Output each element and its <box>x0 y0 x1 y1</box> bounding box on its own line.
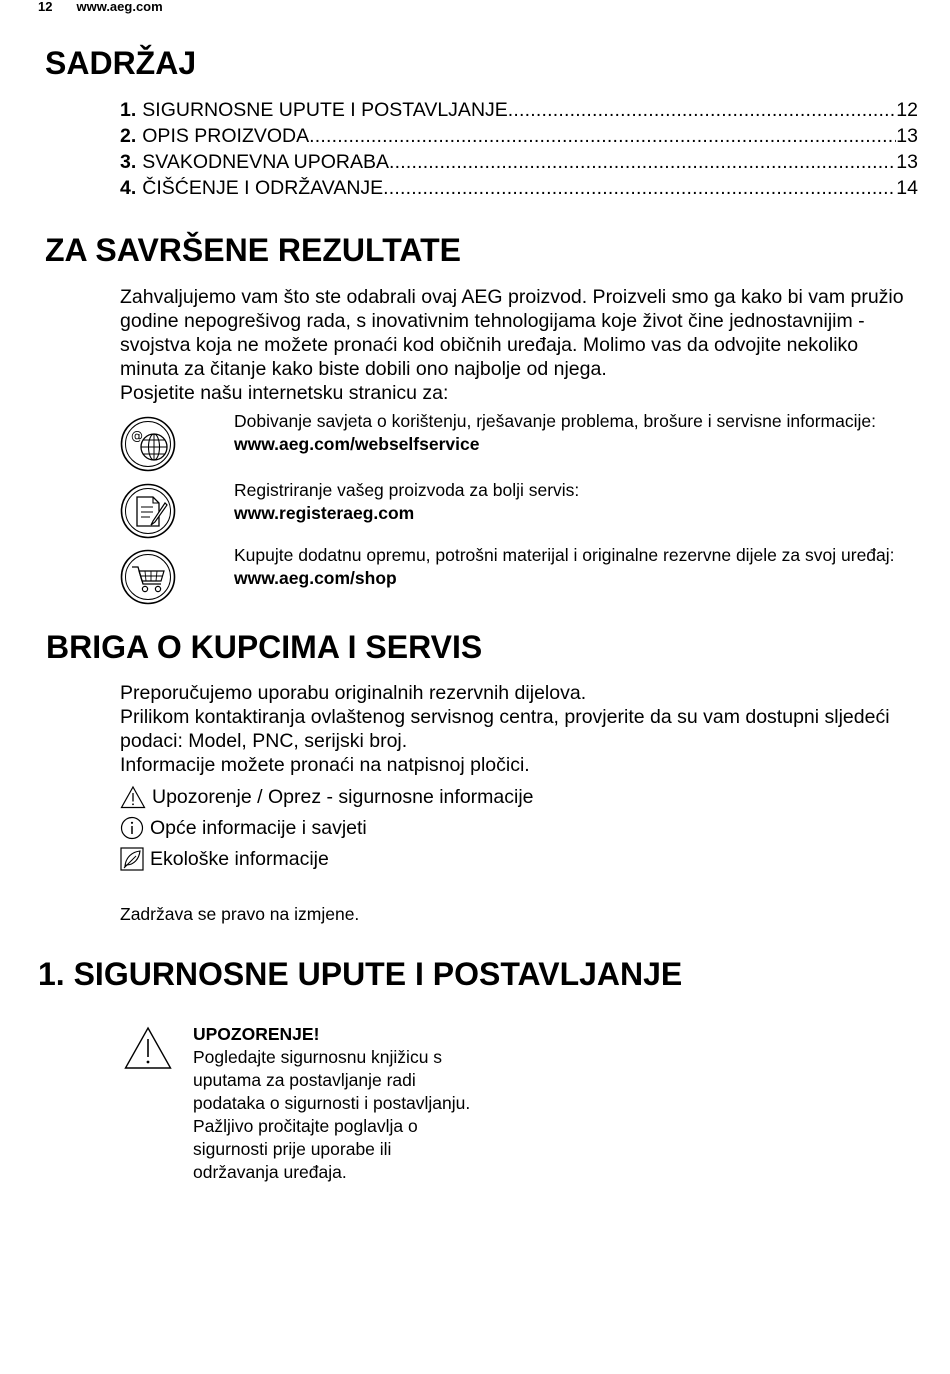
toc-item-label: SIGURNOSNE UPUTE I POSTAVLJANJE <box>142 99 508 121</box>
toc-item-number: 3. <box>120 151 137 173</box>
results-title: ZA SAVRŠENE REZULTATE <box>45 232 461 268</box>
toc-item-page: 14 <box>896 177 918 199</box>
link-description: Kupujte dodatnu opremu, potrošni materijal i originalne rezervne dijele za svoj uređaj: <box>234 545 895 565</box>
visit-text: Posjetite našu internetsku stranicu za: <box>120 382 449 404</box>
care-line-2: Prilikom kontaktiranja ovlaštenog servisnog centra, provjerite da su vam dostupni sljedeći podaci: Model, PNC, serijski broj. <box>120 706 890 752</box>
link-block-webselfservice <box>234 410 914 456</box>
care-text <box>120 681 920 777</box>
toc-leader-dots <box>383 175 896 201</box>
page-header <box>38 0 163 14</box>
warning-title: UPOZORENJE! <box>193 1024 320 1044</box>
table-of-contents <box>120 97 918 201</box>
toc-leader-dots <box>309 123 896 149</box>
toc-leader-dots <box>508 97 897 123</box>
svg-text:@: @ <box>131 429 143 443</box>
toc-item-page: 13 <box>896 125 918 147</box>
toc-item[interactable] <box>120 123 918 149</box>
care-line-1: Preporučujemo uporabu originalnih rezervnih dijelova. <box>120 682 587 704</box>
register-link[interactable]: www.registeraeg.com <box>234 503 415 523</box>
globe-at-icon <box>120 416 176 472</box>
legend-warning-label: Upozorenje / Oprez - sigurnosne informacije <box>152 786 534 808</box>
toc-leader-dots <box>389 149 896 175</box>
results-intro <box>120 285 920 405</box>
care-line-3: Informacije možete pronaći na natpisnoj pločici. <box>120 754 530 776</box>
toc-item-page: 12 <box>896 99 918 121</box>
registration-form-icon <box>120 483 176 539</box>
toc-item[interactable] <box>120 149 918 175</box>
eco-leaf-icon <box>120 847 144 871</box>
webselfservice-link[interactable]: www.aeg.com/webselfservice <box>234 434 480 454</box>
toc-item[interactable] <box>120 97 918 123</box>
toc-item[interactable] <box>120 175 918 201</box>
warning-triangle-icon <box>120 785 146 809</box>
toc-item-number: 2. <box>120 125 137 147</box>
warning-text: Pogledajte sigurnosnu knjižicu s uputama za postavljanje radi podataka o sigurnosti i postavljanju. Pažljivo pročitajte poglavlja o sigurnosti prije uporabe ili održavanja uređaja. <box>193 1047 471 1182</box>
toc-item-label: SVAKODNEVNA UPORABA <box>142 151 389 173</box>
link-block-shop <box>234 544 914 590</box>
header-url[interactable]: www.aeg.com <box>76 0 163 14</box>
intro-text: Zahvaljujemo vam što ste odabrali ovaj AEG proizvod. Proizveli smo ga kako bi vam pružio godine nepogrešivog rada, s inovativnim tehnologijama koje život čine jednostavnijim - svojstva koja ne možete pronaći kod običnih uređaja. Molimo vas da odvojite nekoliko minuta za čitanje kako biste dobili ono najbolje od njega. <box>120 286 904 380</box>
toc-item-page: 13 <box>896 151 918 173</box>
link-description: Registriranje vašeg proizvoda za bolji servis: <box>234 480 580 500</box>
toc-item-number: 1. <box>120 99 137 121</box>
info-circle-icon <box>120 816 144 840</box>
safety-warning <box>193 1023 473 1184</box>
page-number: 12 <box>38 0 53 14</box>
toc-title: SADRŽAJ <box>45 45 197 81</box>
link-description: Dobivanje savjeta o korištenju, rješavanje problema, brošure i servisne informacije: <box>234 411 876 431</box>
shopping-cart-icon <box>120 549 176 605</box>
link-block-register <box>234 479 914 525</box>
legend-eco <box>120 847 329 871</box>
toc-item-label: OPIS PROIZVODA <box>142 125 310 147</box>
care-title: BRIGA O KUPCIMA I SERVIS <box>46 629 483 665</box>
shop-link[interactable]: www.aeg.com/shop <box>234 568 397 588</box>
safety-title: 1. SIGURNOSNE UPUTE I POSTAVLJANJE <box>38 956 683 992</box>
toc-item-number: 4. <box>120 177 137 199</box>
legend-eco-label: Ekološke informacije <box>150 848 329 870</box>
legend-info-label: Opće informacije i savjeti <box>150 817 367 839</box>
legend-warning <box>120 785 534 809</box>
warning-triangle-icon <box>124 1026 172 1070</box>
toc-item-label: ČIŠĆENJE I ODRŽAVANJE <box>142 177 384 199</box>
reserve-rights-text: Zadržava se pravo na izmjene. <box>120 904 360 924</box>
legend-info <box>120 816 367 840</box>
